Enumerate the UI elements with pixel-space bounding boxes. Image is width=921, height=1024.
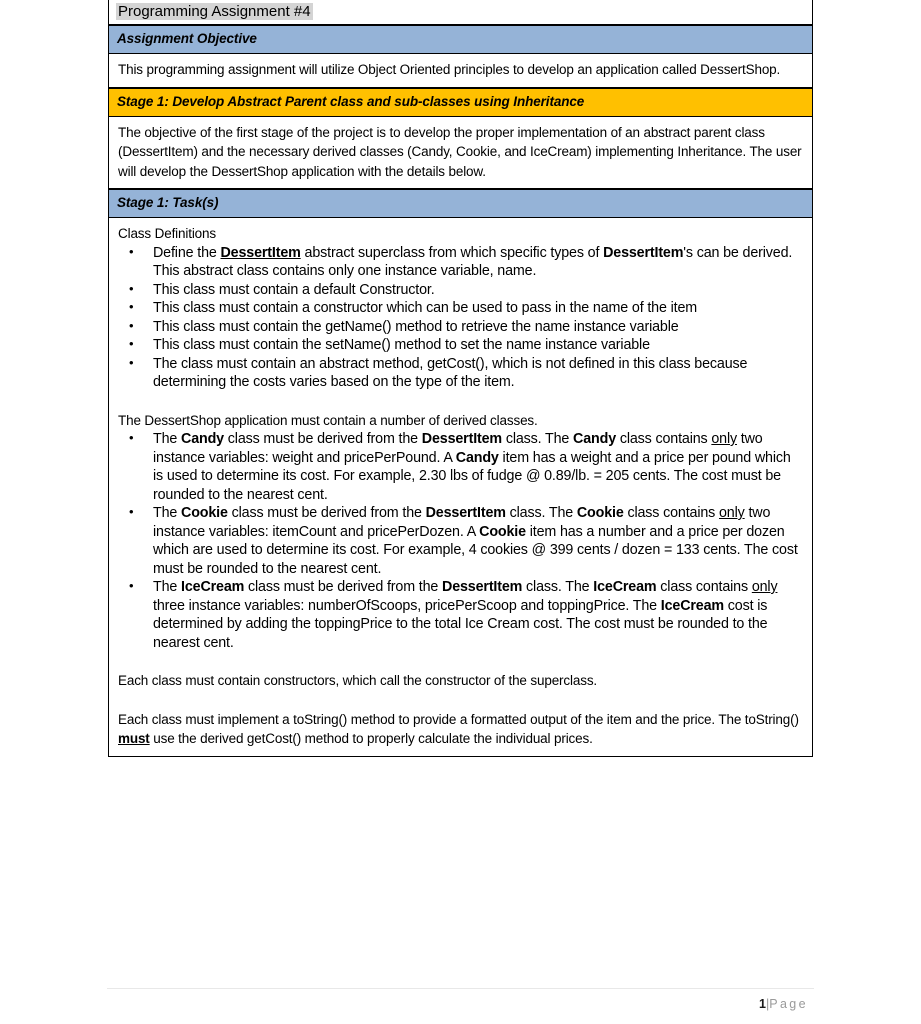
page-title: Programming Assignment #4 (118, 3, 311, 20)
paragraph-spacer (118, 652, 803, 671)
tostring-note: Each class must implement a toString() method to provide a formatted output of the item and the price. The toString() must use the derived getCost() method to properly calculate the individual prices. (118, 711, 799, 746)
section-header-label: Assignment Objective (117, 31, 257, 46)
stage1-paragraph: The objective of the first stage of the project is to develop the proper implementation of an abstract parent class (DessertItem) and the necessary derived classes (Candy, Cookie, and IceCream) implementing Inheritance. The user will develop the DessertShop application with the details below. (118, 124, 802, 179)
list-item: • The IceCream class must be derived from the DessertItem class. The IceCream class contains only three instance variables: numberOfScoops, pricePerScoop and toppingPrice. The IceCream cost is determined by adding the toppingPrice to the total Ice Cream cost. The cost must be rounded to the nearest cent. (118, 578, 803, 652)
section-header-stage1-tasks (109, 189, 812, 218)
list-item: • This class must contain the setName() method to set the name instance variable (118, 336, 803, 355)
class-definitions-label: Class Definitions (118, 226, 216, 241)
constructors-note: Each class must contain constructors, which call the constructor of the superclass. (118, 673, 598, 688)
derived-classes-intro: The DessertShop application must contain a number of derived classes. (118, 412, 538, 428)
list-item: • The Candy class must be derived from the DessertItem class. The Candy class contains only two instance variables: weight and pricePerPound. A Candy item has a weight and a price per pound which is used to determine its cost. For example, 2.30 lbs of fudge @ 0.89/lb. = 205 cents. The cost must be rounded to the nearest cent. (118, 430, 803, 504)
paragraph-spacer (118, 392, 803, 411)
list-item: • This class must contain a default Constructor. (118, 281, 803, 300)
paragraph-spacer (118, 691, 803, 710)
derived-class-bullet-list (118, 430, 803, 652)
section-body-stage1 (109, 117, 812, 190)
page-footer (107, 988, 814, 1013)
list-item: • The Cookie class must be derived from the DessertItem class. The Cookie class contains only two instance variables: itemCount and pricePerDozen. A Cookie item has a number and a price per dozen which are used to determine its cost. For example, 4 cookies @ 399 cents / dozen = 133 cents. The cost must be rounded to the nearest cent. (118, 504, 803, 578)
section-header-assignment-objective (109, 25, 812, 54)
footer-content (759, 997, 814, 1011)
footer-separator: | (765, 997, 770, 1011)
section-body-assignment-objective (109, 54, 812, 88)
section-body-stage1-tasks (109, 218, 812, 756)
footer-page-number: 1 (759, 997, 766, 1011)
list-item: • Define the DessertItem abstract superclass from which specific types of DessertItem's can be derived. This abstract class contains only one instance variable, name. (118, 244, 803, 281)
list-item: • The class must contain an abstract method, getCost(), which is not defined in this class because determining the costs varies based on the type of the item. (118, 355, 803, 392)
assignment-table (108, 0, 813, 757)
section-header-label: Stage 1: Develop Abstract Parent class and sub-classes using Inheritance (117, 93, 585, 109)
list-item: • This class must contain the getName() method to retrieve the name instance variable (118, 318, 803, 337)
section-header-label: Stage 1: Task(s) (117, 195, 219, 210)
objective-paragraph: This programming assignment will utilize Object Oriented principles to develop an application called DessertShop. (118, 62, 781, 77)
section-header-stage1 (109, 88, 812, 117)
footer-page-word: Page (769, 997, 808, 1011)
list-item: • This class must contain a constructor which can be used to pass in the name of the item (118, 299, 803, 318)
assignment-title-row (109, 0, 812, 25)
base-class-bullet-list (118, 244, 803, 392)
